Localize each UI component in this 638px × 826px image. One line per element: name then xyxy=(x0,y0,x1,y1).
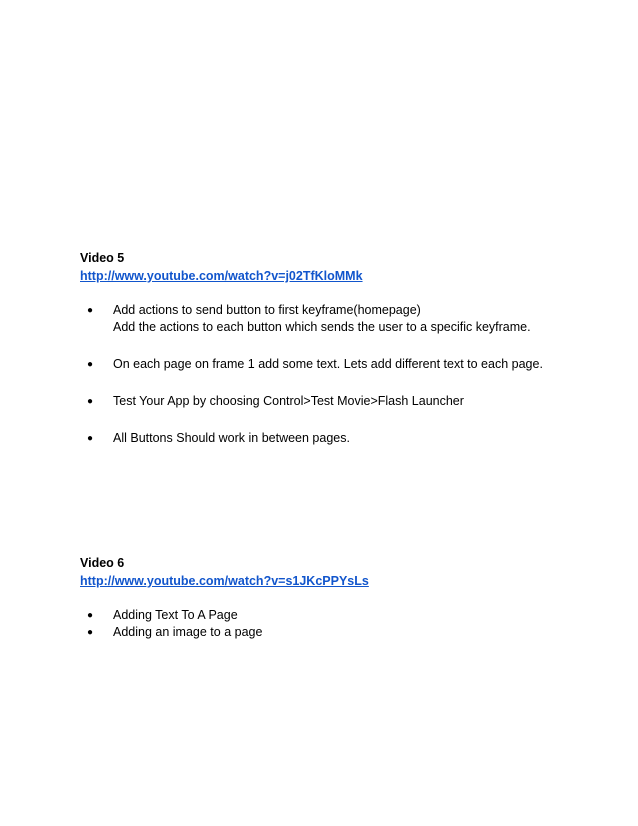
video-5-heading: Video 5 xyxy=(80,251,125,265)
list-item xyxy=(80,430,580,447)
list-item-text: Adding Text To A Page xyxy=(113,608,238,622)
video-5-section xyxy=(80,250,580,467)
list-item xyxy=(80,624,580,641)
list-item xyxy=(80,393,580,410)
bullet-icon: ● xyxy=(87,433,94,444)
bullet-icon: ● xyxy=(87,305,94,316)
video-5-bullet-list xyxy=(80,302,580,447)
list-item-subtext: Add the actions to each button which sends the user to a specific keyframe. xyxy=(113,320,531,334)
list-item-text: Adding an image to a page xyxy=(113,625,263,639)
bullet-icon: ● xyxy=(87,610,94,621)
bullet-icon: ● xyxy=(87,359,94,370)
list-item xyxy=(80,607,580,624)
list-item-text: Test Your App by choosing Control>Test Movie>Flash Launcher xyxy=(113,394,464,408)
video-6-link[interactable]: http://www.youtube.com/watch?v=s1JKcPPYsLs xyxy=(80,574,369,588)
video-5-link[interactable]: http://www.youtube.com/watch?v=j02TfKloMMk xyxy=(80,269,363,283)
list-item xyxy=(80,356,580,373)
video-6-heading: Video 6 xyxy=(80,556,125,570)
video-6-section xyxy=(80,555,580,641)
list-item-text: On each page on frame 1 add some text. Lets add different text to each page. xyxy=(113,357,543,371)
video-6-bullet-list xyxy=(80,607,580,641)
list-item xyxy=(80,302,580,336)
list-item-text: Add actions to send button to first keyframe(homepage) xyxy=(113,303,421,317)
bullet-icon: ● xyxy=(87,627,94,638)
list-item-text: All Buttons Should work in between pages. xyxy=(113,431,350,445)
bullet-icon: ● xyxy=(87,396,94,407)
